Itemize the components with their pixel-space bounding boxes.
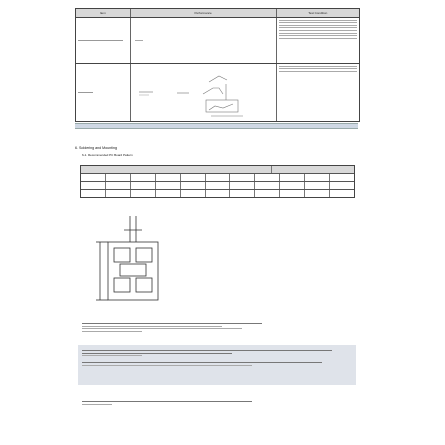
spec-cell <box>131 64 277 121</box>
header-test-condition: Test Condition <box>308 11 328 15</box>
spec-row <box>76 18 359 64</box>
section-title: 6. Soldering and Mounting <box>75 146 117 150</box>
table-row <box>81 174 354 182</box>
section-divider <box>75 123 358 129</box>
spec-cell <box>76 64 131 121</box>
header-performance: Performance <box>131 9 277 17</box>
note-block <box>78 345 356 385</box>
spec-cell <box>277 18 359 63</box>
subsection-title: 6-1. Recommended PC Board Pattern <box>82 153 133 157</box>
table-row <box>81 182 354 190</box>
spec-cell <box>277 64 359 121</box>
temperature-profile-figure <box>131 64 277 121</box>
text-paragraph <box>82 322 352 333</box>
table-row <box>81 190 354 197</box>
spec-table-header <box>76 9 359 18</box>
land-pattern-drawing <box>90 212 180 307</box>
text-paragraph <box>82 400 352 406</box>
spec-row <box>76 64 359 121</box>
table-row <box>81 166 354 174</box>
spec-table <box>75 8 360 122</box>
spec-cell <box>131 18 277 63</box>
header-item: Item <box>76 9 131 17</box>
pattern-dimension-table <box>80 165 355 198</box>
spec-cell <box>76 18 131 63</box>
